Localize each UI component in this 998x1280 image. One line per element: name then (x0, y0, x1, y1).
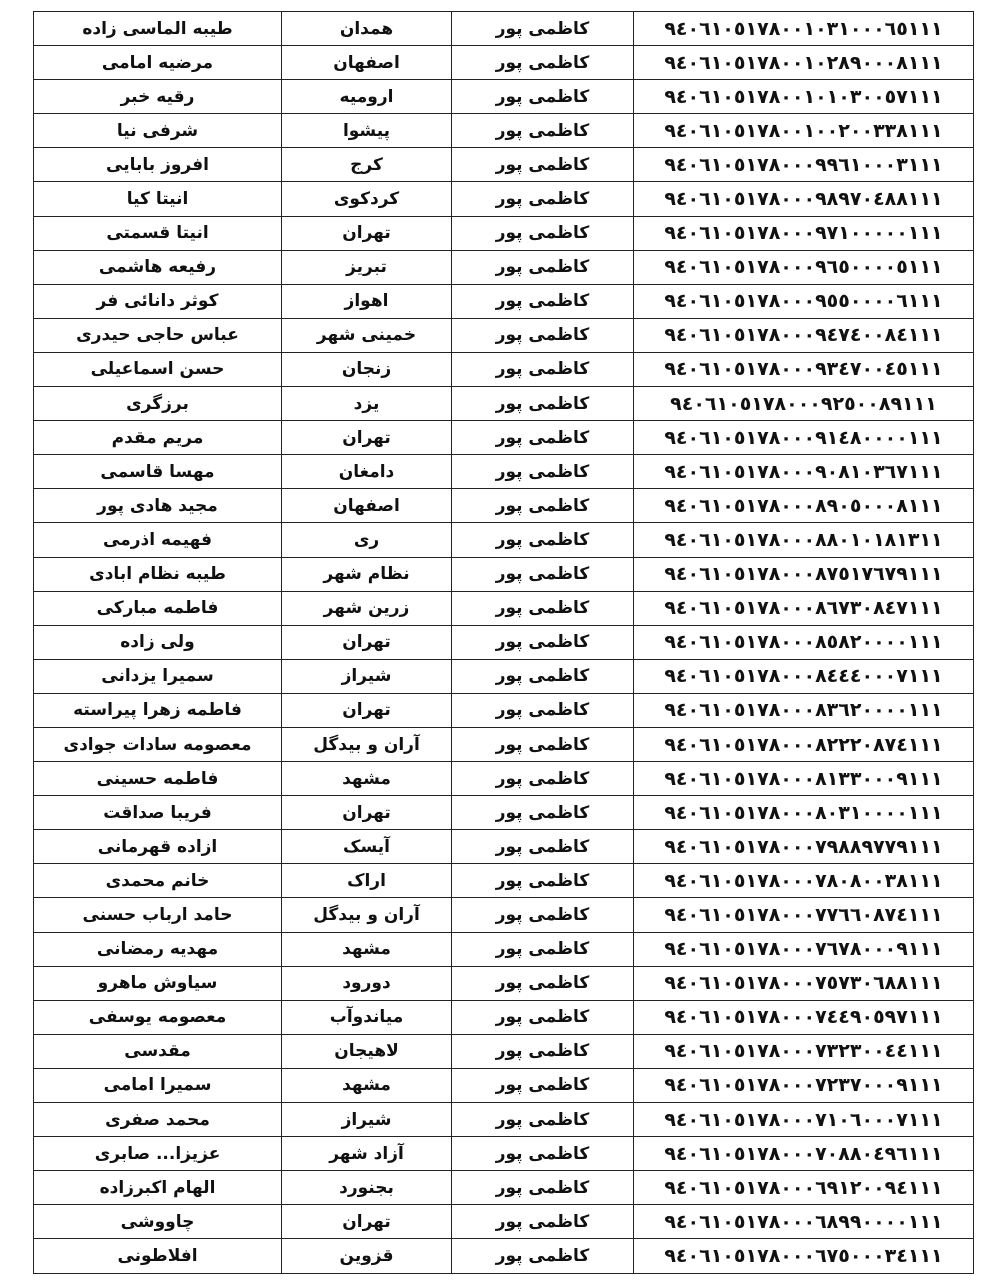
cell-account-number: ۹٤٠٦١٠٥١٧٨٠٠٠٨٨٠١٠١٨١٣١١ (634, 523, 974, 557)
cell-full-name: حامد ارباب حسنی (34, 898, 282, 932)
cell-full-name: حسن اسماعیلی (34, 352, 282, 386)
table-row (34, 1137, 974, 1171)
cell-full-name: مرضیه امامی (34, 46, 282, 80)
cell-account-number: ۹٤٠٦١٠٥١٧٨٠٠١٠٣١٠٠٠٦٥١١١ (634, 12, 974, 46)
cell-account-number: ۹٤٠٦١٠٥١٧٨٠٠٠٧٢٣٧٠٠٠۹١١١ (634, 1068, 974, 1102)
cell-full-name: فریبا صداقت (34, 796, 282, 830)
table-row (34, 80, 974, 114)
table-row (34, 898, 974, 932)
cell-account-number: ۹٤٠٦١٠٥١٧٨٠٠٠٨٢٢٢٠٨٧٤١١١ (634, 727, 974, 761)
table-row (34, 830, 974, 864)
cell-account-number: ۹٤٠٦١٠٥١٧٨٠٠٠٨٦٧٣٠٨٤٧١١١ (634, 591, 974, 625)
cell-city: آران و بیدگل (282, 727, 452, 761)
cell-city: دورود (282, 966, 452, 1000)
table-row (34, 1103, 974, 1137)
cell-full-name: معصومه سادات جوادی (34, 727, 282, 761)
cell-city: اصفهان (282, 46, 452, 80)
cell-city: مشهد (282, 762, 452, 796)
cell-city: زنجان (282, 352, 452, 386)
cell-surname: کاظمی پور (452, 1137, 634, 1171)
cell-surname: کاظمی پور (452, 693, 634, 727)
cell-surname: کاظمی پور (452, 284, 634, 318)
cell-account-number: ۹٤٠٦١٠٥١٧٨٠٠٠٨٣٦٢٠٠٠٠١١١ (634, 693, 974, 727)
cell-city: تهران (282, 421, 452, 455)
cell-city: آیسک (282, 830, 452, 864)
cell-full-name: سمیرا امامی (34, 1068, 282, 1102)
cell-city: کردکوی (282, 182, 452, 216)
table-row (34, 114, 974, 148)
cell-full-name: مریم مقدم (34, 421, 282, 455)
table-row (34, 387, 974, 421)
cell-full-name: سمیرا یزدانی (34, 659, 282, 693)
cell-full-name: انیتا کیا (34, 182, 282, 216)
table-row (34, 46, 974, 80)
table-row (34, 727, 974, 761)
cell-account-number: ۹٤٠٦١٠٥١٧٨٠٠٠٧٧٦٦٠٨٧٤١١١ (634, 898, 974, 932)
cell-city: قزوین (282, 1239, 452, 1274)
cell-city: اصفهان (282, 489, 452, 523)
cell-full-name: عزیزا... صابری (34, 1137, 282, 1171)
cell-surname: کاظمی پور (452, 762, 634, 796)
table-row (34, 352, 974, 386)
cell-city: شیراز (282, 659, 452, 693)
cell-surname: کاظمی پور (452, 1171, 634, 1205)
cell-full-name: فاطمه حسینی (34, 762, 282, 796)
cell-full-name: مجید هادی پور (34, 489, 282, 523)
cell-surname: کاظمی پور (452, 1103, 634, 1137)
cell-surname: کاظمی پور (452, 898, 634, 932)
cell-account-number: ۹٤٠٦١٠٥١٧٨٠٠٠۹٢٥٠٠٨۹١١١ (634, 387, 974, 421)
cell-account-number: ۹٤٠٦١٠٥١٧٨٠٠٠٧٨٠٨٠٠٣٨١١١ (634, 864, 974, 898)
cell-account-number: ۹٤٠٦١٠٥١٧٨٠٠٠۹٠٨١٠٣٦٧١١١ (634, 455, 974, 489)
cell-account-number: ۹٤٠٦١٠٥١٧٨٠٠١٠٠٢٠٠٣٣٨١١١ (634, 114, 974, 148)
cell-account-number: ۹٤٠٦١٠٥١٧٨٠٠٠٧٠٨٨٠٤۹٦١١١ (634, 1137, 974, 1171)
table-row (34, 1239, 974, 1274)
cell-surname: کاظمی پور (452, 1205, 634, 1239)
cell-surname: کاظمی پور (452, 387, 634, 421)
table-row (34, 1205, 974, 1239)
cell-city: مشهد (282, 932, 452, 966)
cell-surname: کاظمی پور (452, 1068, 634, 1102)
cell-surname: کاظمی پور (452, 80, 634, 114)
table-row (34, 659, 974, 693)
cell-city: شیراز (282, 1103, 452, 1137)
cell-account-number: ۹٤٠٦١٠٥١٧٨٠٠١٠٢٨٩٠٠٠٨١١١ (634, 46, 974, 80)
cell-account-number: ۹٤٠٦١٠٥١٧٨٠٠٠٧٥٧٣٠٦٨٨١١١ (634, 966, 974, 1000)
cell-surname: کاظمی پور (452, 557, 634, 591)
cell-account-number: ۹٤٠٦١٠٥١٧٨٠٠٠۹٦٥٠٠٠٠٥١١١ (634, 250, 974, 284)
cell-surname: کاظمی پور (452, 216, 634, 250)
cell-city: میاندوآب (282, 1000, 452, 1034)
cell-city: تبریز (282, 250, 452, 284)
cell-city: نظام شهر (282, 557, 452, 591)
cell-account-number: ۹٤٠٦١٠٥١٧٨٠٠٠٨٥٨٢٠٠٠٠١١١ (634, 625, 974, 659)
cell-full-name: مقدسی (34, 1034, 282, 1068)
cell-surname: کاظمی پور (452, 46, 634, 80)
cell-full-name: انیتا قسمتی (34, 216, 282, 250)
cell-city: تهران (282, 216, 452, 250)
table-row (34, 318, 974, 352)
table-row (34, 489, 974, 523)
cell-account-number: ۹٤٠٦١٠٥١٧٨٠٠٠٨٠٣١٠٠٠٠١١١ (634, 796, 974, 830)
cell-account-number: ۹٤٠٦١٠٥١٧٨٠٠٠۹٤٧٤٠٠٨٤١١١ (634, 318, 974, 352)
cell-account-number: ۹٤٠٦١٠٥١٧٨٠٠٠٦۹١٢٠٠۹٤١١١ (634, 1171, 974, 1205)
cell-surname: کاظمی پور (452, 250, 634, 284)
records-table (33, 11, 974, 1274)
cell-surname: کاظمی پور (452, 114, 634, 148)
table-row (34, 1000, 974, 1034)
cell-account-number: ۹٤٠٦١٠٥١٧٨٠٠٠٧١٠٦٠٠٠٧١١١ (634, 1103, 974, 1137)
cell-full-name: رفیعه هاشمی (34, 250, 282, 284)
cell-city: ری (282, 523, 452, 557)
cell-full-name: سیاوش ماهرو (34, 966, 282, 1000)
cell-surname: کاظمی پور (452, 659, 634, 693)
cell-account-number: ۹٤٠٦١٠٥١٧٨٠٠١٠١٠٣٠٠٥٧١١١ (634, 80, 974, 114)
table-row (34, 693, 974, 727)
cell-full-name: معصومه یوسفی (34, 1000, 282, 1034)
table-row (34, 966, 974, 1000)
cell-full-name: شرفی نیا (34, 114, 282, 148)
table-row (34, 762, 974, 796)
cell-full-name: افروز بابایی (34, 148, 282, 182)
cell-surname: کاظمی پور (452, 318, 634, 352)
cell-surname: کاظمی پور (452, 421, 634, 455)
cell-account-number: ۹٤٠٦١٠٥١٧٨٠٠٠٦٨۹۹٠٠٠٠١١١ (634, 1205, 974, 1239)
table-row (34, 796, 974, 830)
table-row (34, 523, 974, 557)
records-table-body (34, 12, 974, 1274)
table-row (34, 864, 974, 898)
cell-full-name: طیبه نظام ابادی (34, 557, 282, 591)
cell-city: اهواز (282, 284, 452, 318)
cell-surname: کاظمی پور (452, 625, 634, 659)
cell-surname: کاظمی پور (452, 727, 634, 761)
cell-full-name: خانم محمدی (34, 864, 282, 898)
table-row (34, 625, 974, 659)
cell-full-name: مهدیه رمضانی (34, 932, 282, 966)
document-sheet (33, 11, 973, 1274)
cell-surname: کاظمی پور (452, 352, 634, 386)
cell-surname: کاظمی پور (452, 864, 634, 898)
cell-account-number: ۹٤٠٦١٠٥١٧٨٠٠٠٨۹٠٥٠٠٠٨١١١ (634, 489, 974, 523)
cell-full-name: چاووشی (34, 1205, 282, 1239)
table-row (34, 182, 974, 216)
cell-surname: کاظمی پور (452, 523, 634, 557)
cell-full-name: محمد صفری (34, 1103, 282, 1137)
cell-full-name: فاطمه مبارکی (34, 591, 282, 625)
table-row (34, 455, 974, 489)
cell-account-number: ۹٤٠٦١٠٥١٧٨٠٠٠٨٤٤٤٠٠٠٧١١١ (634, 659, 974, 693)
table-row (34, 284, 974, 318)
cell-full-name: مهسا قاسمی (34, 455, 282, 489)
table-row (34, 12, 974, 46)
cell-full-name: افلاطونی (34, 1239, 282, 1274)
cell-surname: کاظمی پور (452, 489, 634, 523)
cell-city: لاهیجان (282, 1034, 452, 1068)
cell-account-number: ۹٤٠٦١٠٥١٧٨٠٠٠٧۹٨٨۹٧٧۹١١١ (634, 830, 974, 864)
table-row (34, 557, 974, 591)
cell-city: خمینی شهر (282, 318, 452, 352)
cell-city: آزاد شهر (282, 1137, 452, 1171)
cell-account-number: ۹٤٠٦١٠٥١٧٨٠٠٠٧٤٤۹٠٥۹٧١١١ (634, 1000, 974, 1034)
cell-city: دامغان (282, 455, 452, 489)
cell-surname: کاظمی پور (452, 966, 634, 1000)
table-row (34, 250, 974, 284)
cell-surname: کاظمی پور (452, 796, 634, 830)
table-row (34, 1034, 974, 1068)
cell-full-name: فهیمه اذرمی (34, 523, 282, 557)
cell-surname: کاظمی پور (452, 932, 634, 966)
cell-surname: کاظمی پور (452, 591, 634, 625)
cell-full-name: ولی زاده (34, 625, 282, 659)
cell-city: ارومیه (282, 80, 452, 114)
cell-city: اراک (282, 864, 452, 898)
cell-full-name: الهام اکبرزاده (34, 1171, 282, 1205)
cell-city: پیشوا (282, 114, 452, 148)
cell-surname: کاظمی پور (452, 182, 634, 216)
cell-account-number: ۹٤٠٦١٠٥١٧٨٠٠٠٦٧٥٠٠٠٣٤١١١ (634, 1239, 974, 1274)
cell-full-name: عباس حاجی حیدری (34, 318, 282, 352)
cell-surname: کاظمی پور (452, 1034, 634, 1068)
cell-city: کرج (282, 148, 452, 182)
cell-city: مشهد (282, 1068, 452, 1102)
cell-surname: کاظمی پور (452, 12, 634, 46)
cell-account-number: ۹٤٠٦١٠٥١٧٨٠٠٠۹٧١٠٠٠٠٠١١١ (634, 216, 974, 250)
cell-account-number: ۹٤٠٦١٠٥١٧٨٠٠٠۹۹٦١٠٠٠٣١١١ (634, 148, 974, 182)
table-row (34, 148, 974, 182)
cell-city: آران و بیدگل (282, 898, 452, 932)
cell-city: یزد (282, 387, 452, 421)
cell-city: بجنورد (282, 1171, 452, 1205)
cell-surname: کاظمی پور (452, 830, 634, 864)
cell-surname: کاظمی پور (452, 1000, 634, 1034)
cell-account-number: ۹٤٠٦١٠٥١٧٨٠٠٠٧٦٧٨٠٠٠۹١١١ (634, 932, 974, 966)
cell-surname: کاظمی پور (452, 148, 634, 182)
table-row (34, 1068, 974, 1102)
table-row (34, 216, 974, 250)
cell-city: تهران (282, 1205, 452, 1239)
cell-city: زرین شهر (282, 591, 452, 625)
cell-surname: کاظمی پور (452, 455, 634, 489)
cell-full-name: برزگری (34, 387, 282, 421)
cell-full-name: فاطمه زهرا پیراسته (34, 693, 282, 727)
cell-account-number: ۹٤٠٦١٠٥١٧٨٠٠٠۹١٤٨٠٠٠٠١١١ (634, 421, 974, 455)
cell-account-number: ۹٤٠٦١٠٥١٧٨٠٠٠٧٣٢٣٠٠٤٤١١١ (634, 1034, 974, 1068)
cell-full-name: ازاده قهرمانی (34, 830, 282, 864)
cell-account-number: ۹٤٠٦١٠٥١٧٨٠٠٠٨٧٥١٧٦٧۹١١١ (634, 557, 974, 591)
cell-account-number: ۹٤٠٦١٠٥١٧٨٠٠٠۹٨۹٧٠٤٨٨١١١ (634, 182, 974, 216)
cell-account-number: ۹٤٠٦١٠٥١٧٨٠٠٠۹٣٤٧٠٠٤٥١١١ (634, 352, 974, 386)
cell-account-number: ۹٤٠٦١٠٥١٧٨٠٠٠۹٥٥٠٠٠٠٦١١١ (634, 284, 974, 318)
table-row (34, 421, 974, 455)
cell-city: تهران (282, 796, 452, 830)
cell-account-number: ۹٤٠٦١٠٥١٧٨٠٠٠٨١٣٣٠٠٠۹١١١ (634, 762, 974, 796)
table-row (34, 1171, 974, 1205)
cell-city: تهران (282, 625, 452, 659)
cell-full-name: کوثر دانائی فر (34, 284, 282, 318)
cell-full-name: طیبه الماسی زاده (34, 12, 282, 46)
cell-full-name: رقیه خبر (34, 80, 282, 114)
cell-surname: کاظمی پور (452, 1239, 634, 1274)
cell-city: همدان (282, 12, 452, 46)
table-row (34, 932, 974, 966)
table-row (34, 591, 974, 625)
cell-city: تهران (282, 693, 452, 727)
